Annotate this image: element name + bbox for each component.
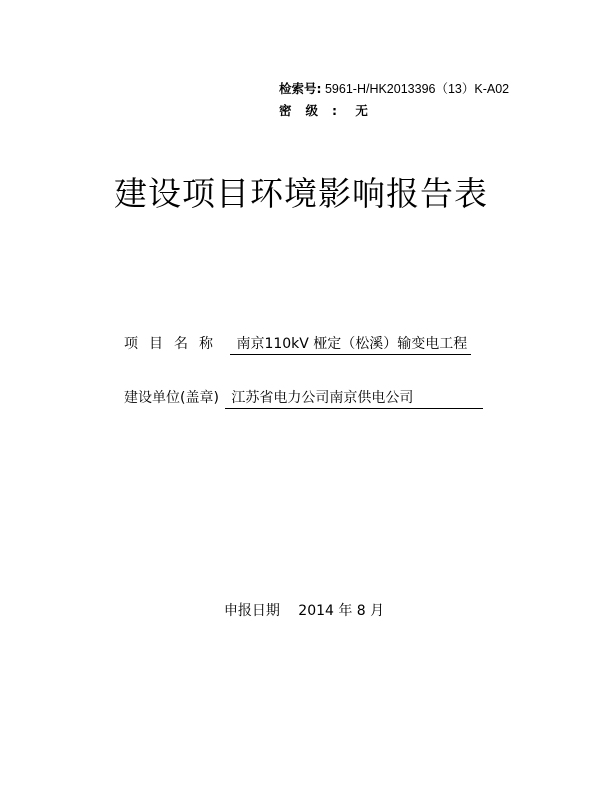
document-title: 建设项目环境影响报告表 (114, 174, 488, 213)
construction-unit-row (124, 387, 483, 409)
project-name-row (124, 333, 471, 355)
secrecy-label: 密级: (279, 103, 351, 118)
project-name-label: 项目名称 (124, 336, 224, 352)
project-name-value: 南京110kV 桠定（松溪）输变电工程 (230, 333, 471, 355)
reference-line (279, 78, 509, 100)
report-date-row (0, 600, 612, 620)
reference-label: 检索号: (279, 81, 322, 96)
reference-number: 5961-H/HK2013396（13）K-A02 (321, 82, 510, 96)
secrecy-line (279, 100, 509, 121)
report-date-label: 申报日期 (223, 603, 280, 619)
construction-unit-value: 江苏省电力公司南京供电公司 (225, 387, 483, 409)
secrecy-value: 无 (351, 103, 368, 118)
report-date-value: 2014 年 8 月 (298, 603, 385, 619)
construction-unit-label: 建设单位(盖章) (124, 390, 219, 406)
reference-block (279, 78, 509, 121)
